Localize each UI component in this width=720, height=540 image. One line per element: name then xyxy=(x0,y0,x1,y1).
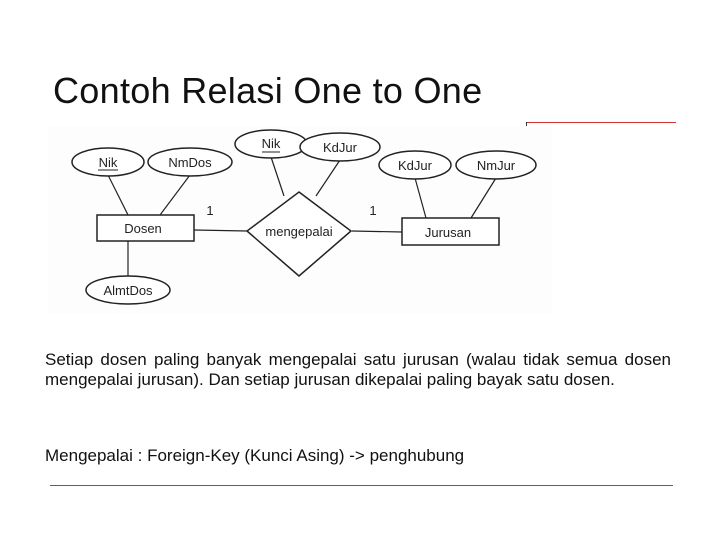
er-diagram xyxy=(48,126,552,314)
cardinality-jurusan-side: 1 xyxy=(369,203,377,218)
line-jurusan-nmjur xyxy=(471,178,496,218)
attribute-jurusan-kdjur-label: KdJur xyxy=(398,158,432,173)
footer-rule xyxy=(50,485,673,486)
attribute-dosen-nmdos-label: NmDos xyxy=(168,155,212,170)
slide-title: Contoh Relasi One to One xyxy=(53,70,483,111)
line-jurusan-kdjur xyxy=(415,178,426,218)
entity-dosen-label: Dosen xyxy=(124,221,162,236)
attribute-rel-nik-label: Nik xyxy=(261,136,281,151)
line-nik-dosen xyxy=(108,175,128,215)
er-diagram-canvas xyxy=(48,126,552,314)
attribute-rel-kdjur-label: KdJur xyxy=(323,140,357,155)
line-rel-nik xyxy=(271,157,284,196)
attribute-dosen-nik-label: Nik xyxy=(98,155,118,170)
attribute-dosen-almtdos-label: AlmtDos xyxy=(103,283,153,298)
foreign-key-note: Mengepalai : Foreign-Key (Kunci Asing) -> penghubung xyxy=(45,446,465,465)
line-relationship-jurusan xyxy=(352,231,402,232)
line-rel-kdjur xyxy=(316,160,340,196)
line-dosen-relationship xyxy=(194,230,247,231)
cardinality-dosen-side: 1 xyxy=(206,203,214,218)
entity-jurusan-label: Jurusan xyxy=(424,225,472,240)
relationship-mengepalai-label: mengepalai xyxy=(265,224,333,239)
title-underline xyxy=(527,122,676,123)
line-nmdos-dosen xyxy=(160,175,190,215)
explanation-paragraph: Setiap dosen paling banyak mengepalai satu jurusan (walau tidak semua dosen mengepalai jurusan). Dan setiap jurusan dikepalai paling bayak satu dosen. xyxy=(45,350,671,389)
attribute-jurusan-nmjur-label: NmJur xyxy=(476,158,516,173)
